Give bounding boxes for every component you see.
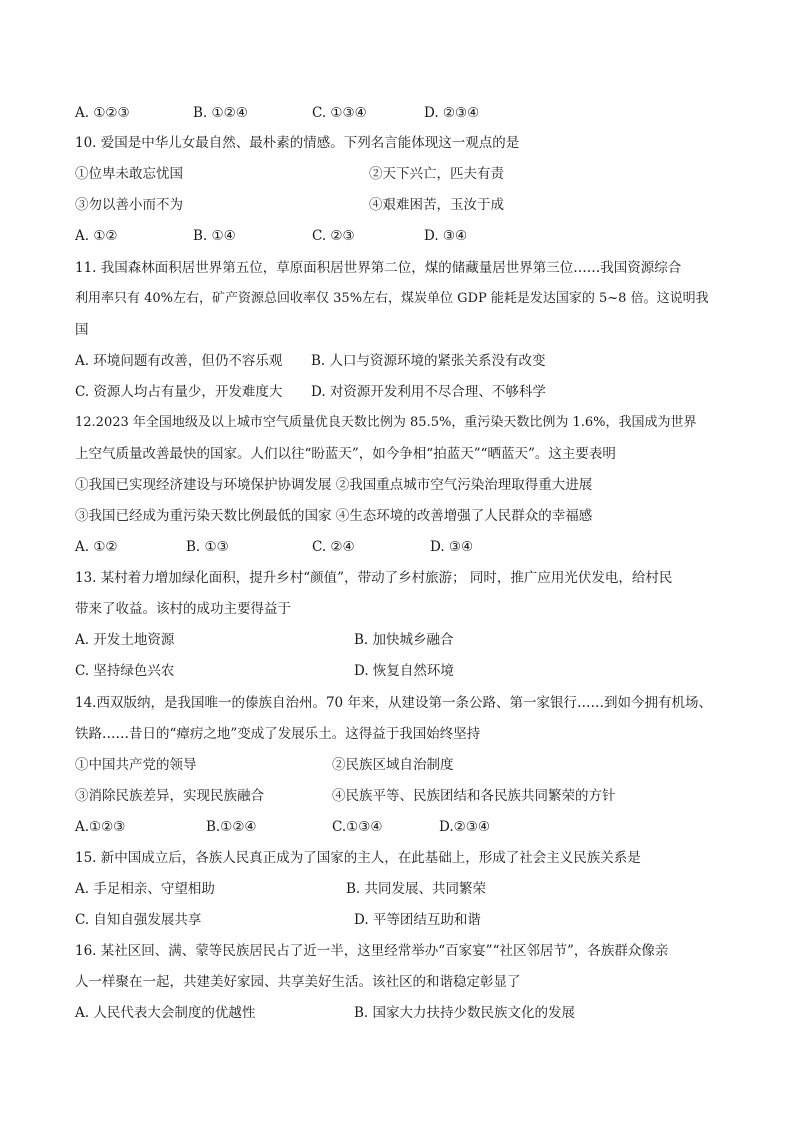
option-a: A. ①② — [75, 228, 118, 244]
option-c: C. ②④ — [312, 539, 355, 555]
option-c: C. ①③④ — [312, 105, 367, 121]
option-b: B.①②④ — [206, 819, 257, 835]
option-d: D.②③④ — [439, 819, 490, 835]
statement-3: ③勿以善小而不为 — [75, 197, 183, 213]
option-b: B. 国家大力扶持少数民族文化的发展 — [354, 1005, 576, 1021]
statement-1: ①位卑未敢忘忧国 — [75, 166, 183, 182]
option-d: D. ③④ — [424, 228, 468, 244]
option-c: C. 自知自强发展共享 — [75, 912, 202, 928]
question-stem-line-2: 利用率只有 40%左右，矿产资源总回收率仅 35%左右，煤炭单位 GDP 能耗是发达国家的 5~8 倍。这说明我 — [75, 291, 709, 306]
question-stem-line-2: 带来了收益。该村的成功主要得益于 — [75, 601, 291, 617]
option-d: D. ②③④ — [424, 105, 480, 121]
statement-3: ③消除民族差异，实现民族融合 — [75, 788, 264, 804]
option-c: C. ②③ — [312, 228, 355, 244]
option-b: B. 人口与资源环境的紧张关系没有改变 — [311, 353, 546, 369]
statements-row-1: ①我国已实现经济建设与环境保护协调发展 ②我国重点城市空气污染治理取得重大进展 — [75, 477, 593, 493]
question-stem-line-1: 13. 某村着力增加绿化面积，提升乡村“颜值”，带动了乡村旅游； 同时，推广应用光伏发电，给村民 — [75, 570, 673, 586]
option-b: B. ①③ — [186, 539, 229, 555]
option-c: C.①③④ — [332, 819, 383, 835]
option-a: A.①②③ — [75, 819, 126, 835]
option-d: D. 恢复自然环境 — [354, 663, 454, 679]
option-d: D. ③④ — [430, 539, 474, 555]
option-b: B. 共同发展、共同繁荣 — [346, 881, 487, 897]
question-stem-line-1: 16. 某社区回、满、蒙等民族居民占了近一半，这里经常举办“百家宴”“社区邻居节”，各族群众像亲 — [75, 943, 669, 959]
option-c: C. 资源人均占有量少，开发难度大 — [75, 384, 283, 400]
question-stem: 15. 新中国成立后，各族人民真正成为了国家的主人，在此基础上，形成了社会主义民族关系是 — [75, 850, 641, 866]
option-a: A. ①② — [75, 539, 118, 555]
statement-4: ④民族平等、民族团结和各民族共同繁荣的方针 — [332, 788, 616, 804]
question-stem-line-2: 铁路……昔日的“瘴疠之地”变成了发展乐土。这得益于我国始终坚持 — [75, 726, 481, 742]
question-stem-line-1: 14.西双版纳，是我国唯一的傣族自治州。70 年来，从建设第一条公路、第一家银行……到如今拥有机场、 — [75, 695, 712, 711]
statement-4: ④艰难困苦，玉汝于成 — [369, 197, 504, 213]
option-a: A. ①②③ — [75, 105, 130, 121]
option-b: B. ①②④ — [193, 105, 248, 121]
option-a: A. 环境问题有改善，但仍不容乐观 — [75, 353, 283, 369]
statements-row-2: ③我国已经成为重污染天数比例最低的国家 ④生态环境的改善增强了人民群众的幸福感 — [75, 508, 593, 524]
question-stem-line-2: 上空气质量改善最快的国家。人们以往“盼蓝天”，如今争相“拍蓝天”“晒蓝天”。这主要表明 — [75, 446, 616, 462]
question-stem-line-3: 国 — [75, 322, 89, 338]
question-stem-line-1: 12.2023 年全国地级及以上城市空气质量优良天数比例为 85.5%，重污染天数比例为 1.6%，我国成为世界 — [75, 415, 697, 430]
statement-2: ②天下兴亡，匹夫有责 — [369, 166, 504, 182]
question-stem: 10. 爱国是中华儿女最自然、最朴素的情感。下列名言能体现这一观点的是 — [75, 135, 520, 151]
question-stem-line-1: 11. 我国森林面积居世界第五位，草原面积居世界第二位，煤的储藏量居世界第三位……我国资源综合 — [75, 260, 682, 276]
option-d: D. 对资源开发利用不尽合理、不够科学 — [311, 384, 546, 400]
option-c: C. 坚持绿色兴农 — [75, 663, 175, 679]
statement-1: ①中国共产党的领导 — [75, 757, 197, 773]
option-a: A. 开发土地资源 — [75, 632, 175, 648]
option-d: D. 平等团结互助和谐 — [354, 912, 481, 928]
option-b: B. 加快城乡融合 — [354, 632, 454, 648]
question-stem-line-2: 人一样聚在一起，共建美好家园、共享美好生活。该社区的和谐稳定彰显了 — [75, 974, 521, 990]
option-a: A. 人民代表大会制度的优越性 — [75, 1005, 256, 1021]
statement-2: ②民族区域自治制度 — [332, 757, 454, 773]
option-b: B. ①④ — [193, 228, 236, 244]
option-a: A. 手足相亲、守望相助 — [75, 881, 215, 897]
